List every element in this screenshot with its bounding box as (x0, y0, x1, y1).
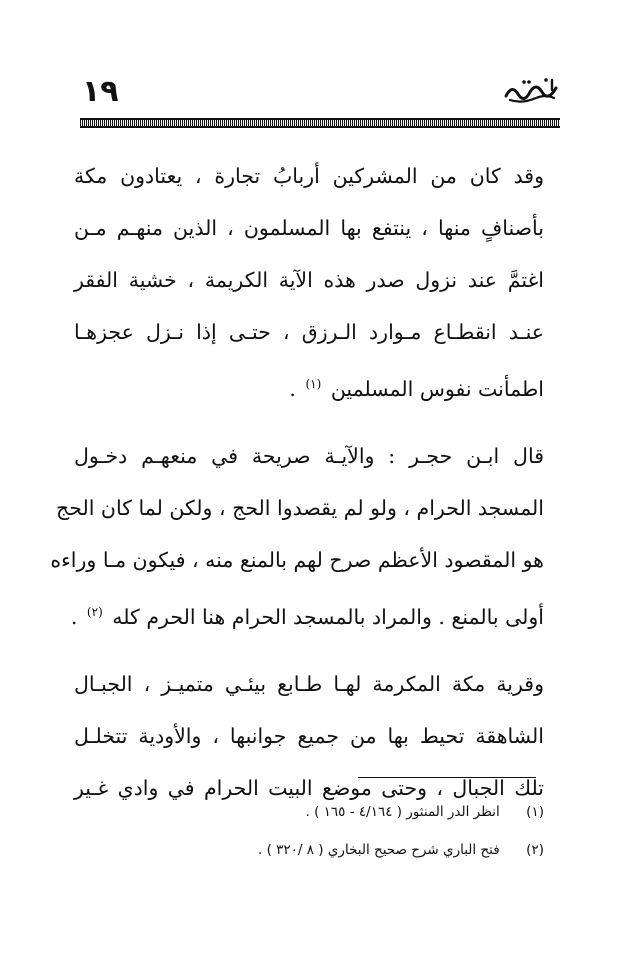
text-line (70, 586, 544, 638)
footnote-divider (358, 777, 536, 778)
page-number: ١٩ (82, 74, 119, 109)
text-line: قال ابـن حجـر : والآيـة صريحة في منعهـم دخـول (74, 444, 544, 468)
book-title-calligraphy-icon (502, 76, 560, 104)
text-line: تلك الجبال ، وحتى موضع البيت الحرام في وادي غـير (74, 776, 544, 800)
text-line: اغتمَّ عند نزول صدر هذه الآية الكريمة ، خشية الفقر (74, 268, 544, 292)
header-divider (80, 118, 560, 128)
footnotes (120, 793, 544, 869)
page-header (80, 74, 560, 120)
page-body (50, 150, 544, 814)
footnote-reference: (١) (305, 377, 322, 391)
paragraph (74, 150, 544, 410)
text-line: عنـد انقطـاع مـوارد الـرزق ، حتـى إذا نـزل عجزهـا (74, 320, 544, 344)
text-span: أولى بالمنع . والمراد بالمسجد الحرام هنا الحرم كله (112, 604, 544, 629)
text-line (74, 358, 544, 410)
footnote-reference: (٢) (86, 605, 103, 619)
text-line: المسجد الحرام ، ولو لم يقصدوا الحج ، ولكن لما كان الحج (56, 496, 544, 520)
footnote-number: (١) (526, 804, 544, 820)
footnote-text: فتح الباري شرح صحيح البخاري ( ٨ /٣٢٠ ) . (258, 842, 500, 858)
paragraph (50, 430, 544, 638)
paragraph (74, 658, 544, 814)
text-line: وقرية مكة المكرمة لهـا طـابع بيئـي متميـز ، الجبـال (74, 672, 544, 696)
footnote-number: (٢) (526, 842, 544, 858)
footnote-text: انظر الدر المنثور ( ٤/١٦٤ - ١٦٥ ) . (305, 804, 500, 820)
text-span: اطمأنت نفوس المسلمين (330, 376, 544, 401)
footnote (120, 831, 544, 869)
footnote (120, 793, 544, 831)
text-line: هو المقصود الأعظم صرح لهم بالمنع منه ، فيكون مـا وراءه (50, 548, 544, 572)
sentence-end: . (70, 604, 78, 629)
text-line: الشاهقة تحيط بها من جميع جوانبها ، والأودية تتخلـل (74, 724, 544, 748)
text-line: بأصنافٍ منها ، ينتفع بها المسلمون ، الذين منهـم مـن (74, 216, 544, 240)
text-line: وقد كان من المشركين أربابُ تجارة ، يعتادون مكة (74, 164, 544, 188)
sentence-end: . (289, 376, 296, 401)
